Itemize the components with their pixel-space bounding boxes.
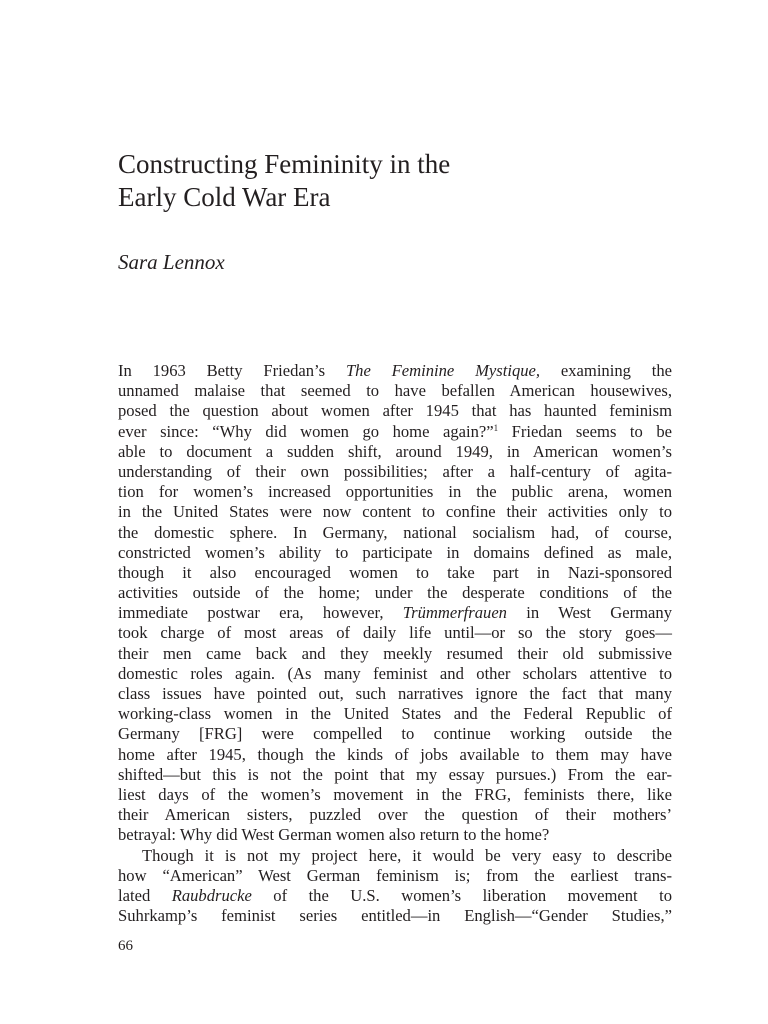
body-line-text: class issues have pointed out, such narratives ignore the fact that many — [118, 684, 672, 703]
body-line — [118, 361, 672, 381]
body-line — [118, 745, 672, 765]
italic-title-text: Trümmerfrauen — [402, 603, 507, 623]
body-line — [118, 462, 672, 482]
body-line — [118, 846, 672, 866]
body-line-text: in West Germany — [506, 603, 672, 623]
italic-title-text: Raubdrucke — [171, 885, 252, 905]
body-line-text: domestic roles again. (As many feminist and other scholars attentive to — [118, 663, 672, 683]
body-line-text: betrayal: Why did West German women also return to the home? — [118, 825, 550, 845]
body-line-text: of the U.S. women’s liberation movement to — [251, 885, 672, 905]
body-line-text: tion for women’s increased opportunities in the public arena, women — [118, 482, 672, 502]
body-line — [118, 442, 672, 462]
body-line — [118, 866, 672, 886]
body-line — [118, 644, 672, 664]
body-line — [118, 523, 672, 543]
body-line-text: immediate postwar era, however, — [118, 603, 403, 623]
page-number: 66 — [118, 938, 133, 954]
body-line — [118, 583, 672, 603]
body-line-text: took charge of most areas of daily life until—or so the story goes— — [118, 623, 672, 643]
body-line — [118, 502, 672, 522]
body-line-text: working-class women in the United States and the Federal Republic of — [118, 704, 672, 724]
article-title — [118, 148, 678, 214]
body-line — [118, 805, 672, 825]
body-line — [118, 704, 672, 724]
body-line-text: how “American” West German feminism is; from the earliest trans- — [118, 865, 672, 885]
body-line — [118, 603, 672, 623]
title-line-1: Constructing Femininity in the — [118, 149, 451, 179]
author-name: Sara Lennox — [118, 250, 225, 274]
body-line-text: in the United States were now content to confine their activities only to — [118, 502, 672, 522]
body-line-text: Germany [FRG] were compelled to continue working outside the — [118, 724, 672, 744]
body-line-text: able to document a sudden shift, around 1949, in American women’s — [118, 441, 672, 461]
italic-title-text: The Feminine Mystique, — [345, 361, 541, 380]
body-line-text: Suhrkamp’s feminist series entitled—in English—“Gender Studies,” — [118, 906, 672, 926]
footnote-marker: 1 — [493, 422, 499, 433]
body-line — [118, 422, 672, 442]
body-line-text: the domestic sphere. In Germany, national socialism had, of course, — [118, 522, 672, 542]
body-line — [118, 724, 672, 744]
body-line-text: lated — [118, 885, 172, 905]
body-line — [118, 401, 672, 421]
body-line-text: their American sisters, puzzled over the question of their mothers’ — [118, 805, 672, 825]
body-line — [118, 684, 672, 704]
body-line — [118, 543, 672, 563]
body-line-text: Though it is not my project here, it would be very easy to describe — [142, 845, 672, 865]
body-line — [118, 381, 672, 401]
body-line-text: liest days of the women’s movement in the FRG, feminists there, like — [118, 784, 672, 804]
body-line-text: though it also encouraged women to take part in Nazi-sponsored — [118, 562, 672, 582]
body-line-text: activities outside of the home; under the desperate conditions of the — [118, 583, 672, 603]
body-line — [118, 623, 672, 643]
body-line — [118, 906, 672, 926]
body-line — [118, 886, 672, 906]
body-line-text: constricted women’s ability to participate in domains defined as male, — [118, 542, 672, 562]
body-line-text: shifted—but this is not the point that my essay pursues.) From the ear- — [118, 764, 672, 784]
body-line-text: unnamed malaise that seemed to have befallen American housewives, — [118, 381, 672, 401]
body-line-text: Friedan seems to be — [498, 421, 672, 441]
body-line — [118, 765, 672, 785]
body-line-text: their men came back and they meekly resumed their old submissive — [118, 643, 672, 663]
body-line-text: posed the question about women after 1945 that has haunted feminism — [118, 401, 672, 421]
body-line-text: ever since: “Why did women go home again?” — [118, 421, 494, 441]
body-text — [118, 361, 672, 926]
title-line-2: Early Cold War Era — [118, 182, 331, 212]
body-line — [118, 825, 672, 845]
body-line-text: In 1963 Betty Friedan’s — [118, 361, 346, 380]
body-line — [118, 664, 672, 684]
body-line — [118, 563, 672, 583]
body-line — [118, 482, 672, 502]
body-line-text: examining the — [540, 361, 673, 380]
body-line — [118, 785, 672, 805]
body-line-text: home after 1945, though the kinds of jobs available to them may have — [118, 744, 672, 764]
body-line-text: understanding of their own possibilities; after a half-century of agita- — [118, 461, 672, 481]
